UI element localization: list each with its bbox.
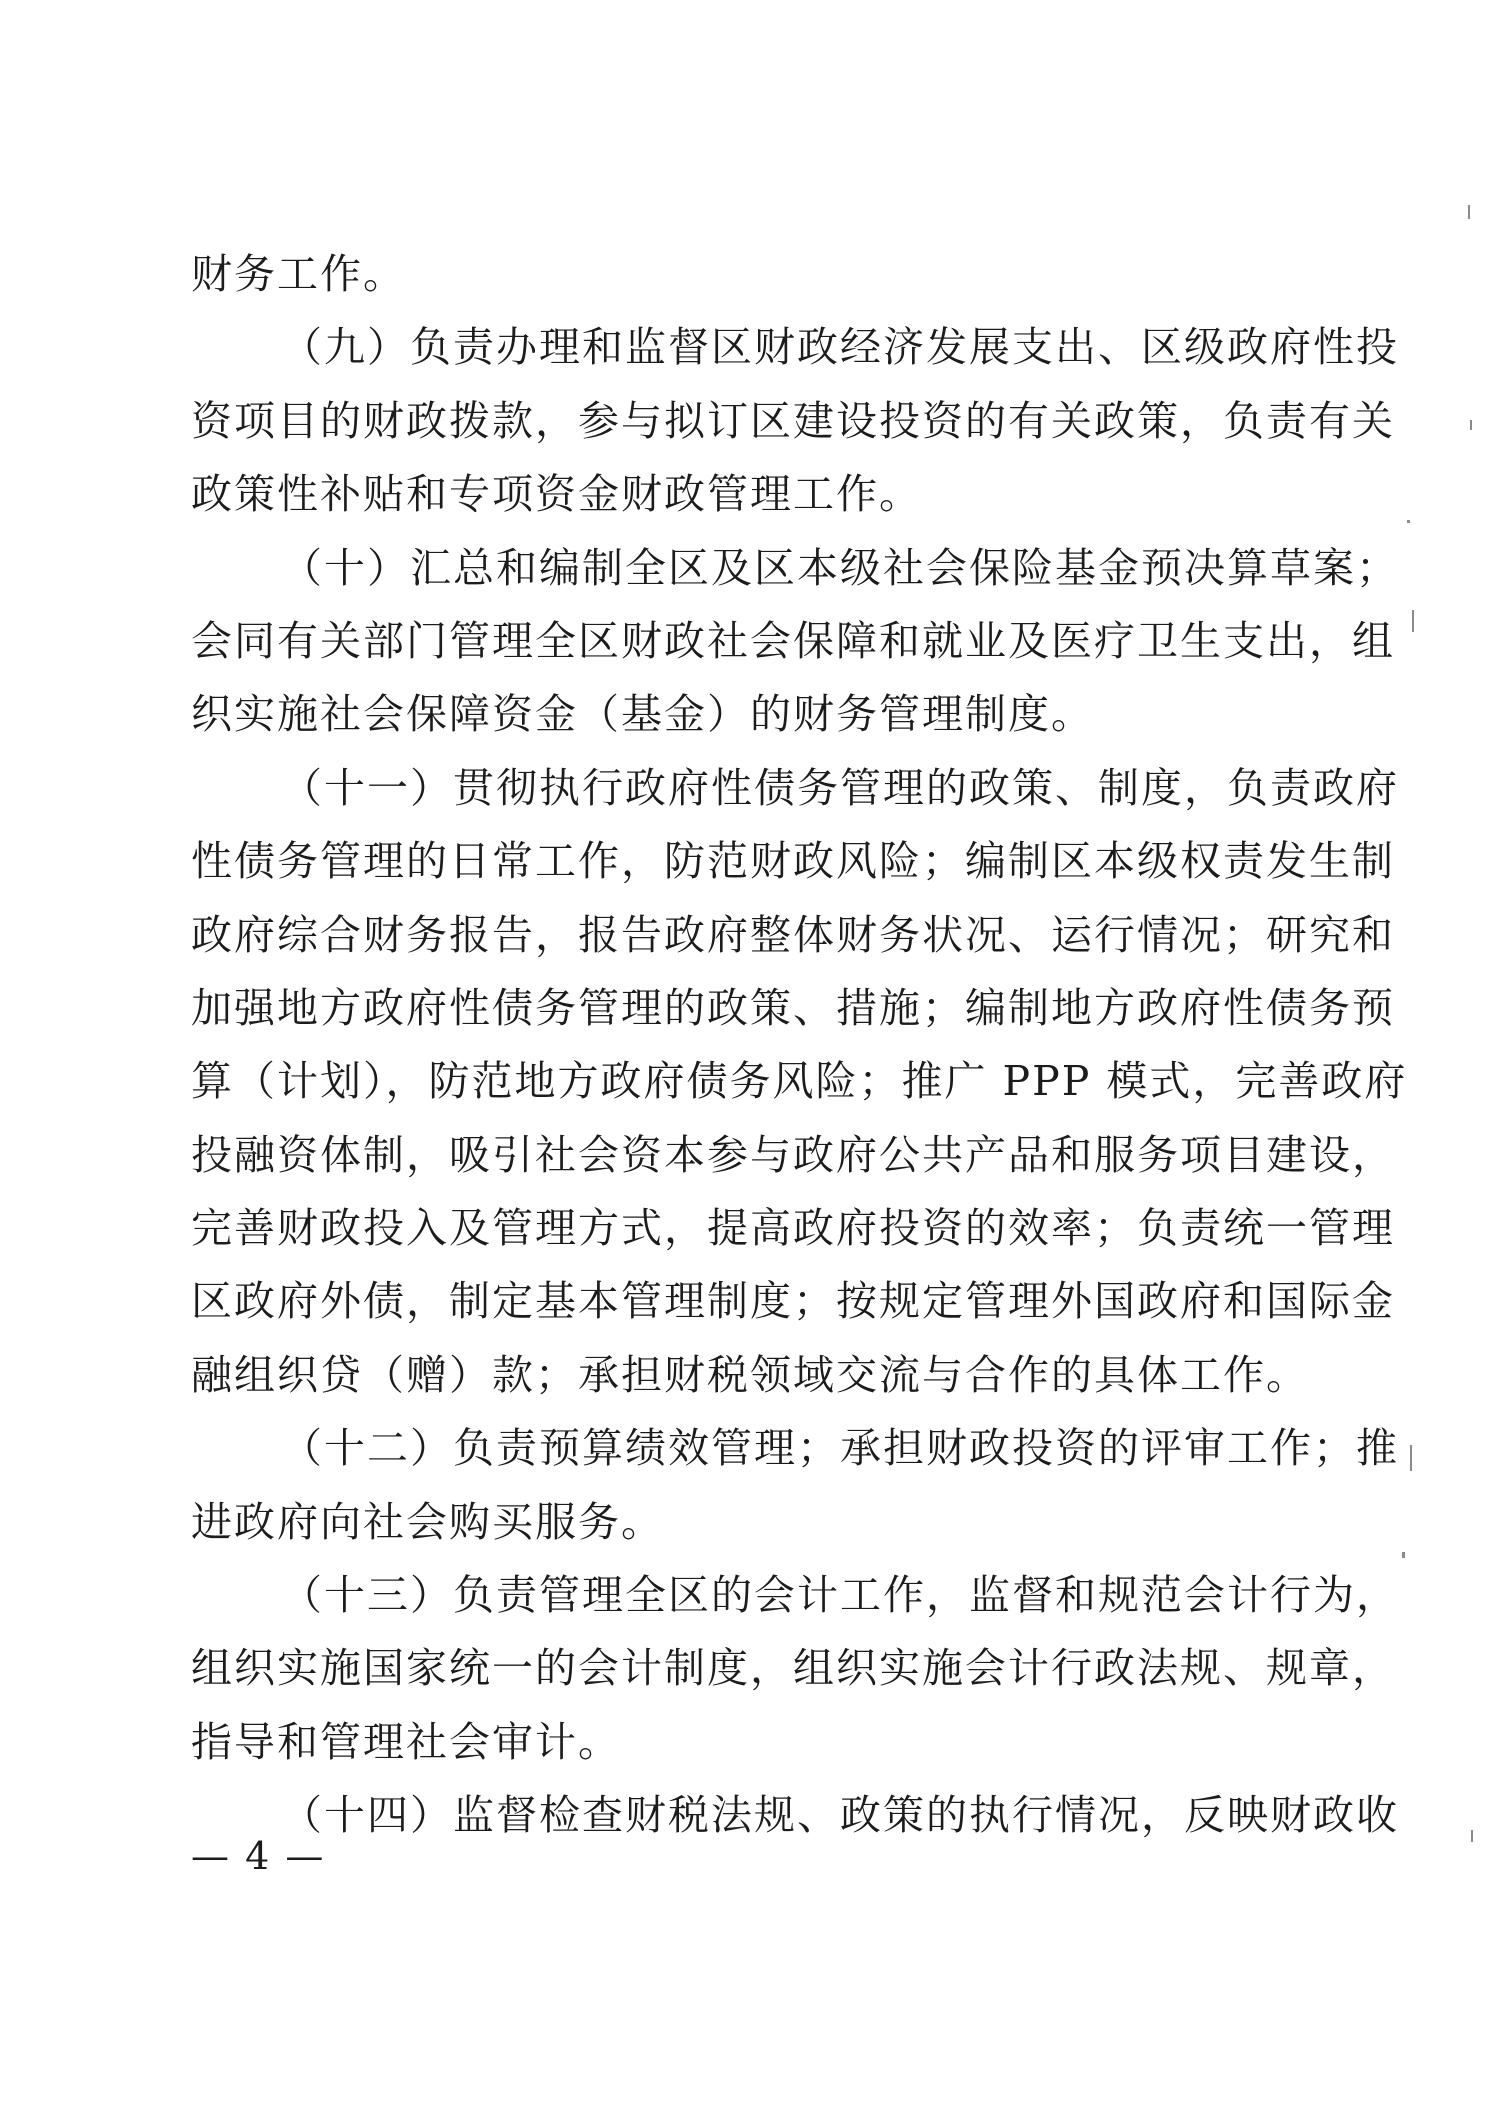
- paragraph-10-line: （十）汇总和编制全区及区本级社会保险基金预决算草案；: [281, 543, 1399, 592]
- paragraph-13-line: 组织实施国家统一的会计制度，组织实施会计行政法规、规章，: [191, 1644, 1395, 1693]
- scan-mark: [1471, 1830, 1473, 1842]
- paragraph-11-line: 加强地方政府性债务管理的政策、措施；编制地方政府性债务预: [191, 983, 1395, 1032]
- paragraph-12-line: 进政府向社会购买服务。: [191, 1497, 664, 1546]
- paragraph-13-line: （十三）负责管理全区的会计工作，监督和规范会计行为，: [281, 1571, 1399, 1620]
- paragraph-10-line: 会同有关部门管理全区财政社会保障和就业及医疗卫生支出，组: [191, 616, 1395, 665]
- scan-mark: [1410, 1445, 1412, 1471]
- paragraph-9-line: 资项目的财政拨款，参与拟订区建设投资的有关政策，负责有关: [191, 396, 1395, 445]
- paragraph-9-line: （九）负责办理和监督区财政经济发展支出、区级政府性投: [281, 323, 1399, 372]
- paragraph-11-line: 算（计划），防范地方政府债务风险；推广 PPP 模式，完善政府: [191, 1057, 1408, 1106]
- paragraph-11-line: 性债务管理的日常工作，防范财政风险；编制区本级权责发生制: [191, 837, 1395, 886]
- scan-mark: [1470, 420, 1472, 430]
- page-number: — 4 —: [191, 1834, 326, 1878]
- text-line: 财务工作。: [191, 250, 406, 298]
- paragraph-10-line: 织实施社会保障资金（基金）的财务管理制度。: [191, 690, 1094, 739]
- paragraph-11-line: 政府综合财务报告，报告政府整体财务状况、运行情况；研究和: [191, 910, 1395, 959]
- paragraph-11-line: 区政府外债，制定基本管理制度；按规定管理外国政府和国际金: [191, 1277, 1395, 1326]
- paragraph-9-line: 政策性补贴和专项资金财政管理工作。: [191, 470, 922, 519]
- scan-mark: [1402, 1552, 1405, 1558]
- paragraph-13-line: 指导和管理社会审计。: [191, 1717, 621, 1766]
- paragraph-11-line: （十一）贯彻执行政府性债务管理的政策、制度，负责政府: [281, 763, 1399, 812]
- paragraph-14-line: （十四）监督检查财税法规、政策的执行情况，反映财政收: [281, 1791, 1399, 1840]
- paragraph-11-line: 融组织贷（赠）款；承担财税领域交流与合作的具体工作。: [191, 1350, 1309, 1399]
- scan-mark: [1412, 610, 1414, 632]
- body-text: [191, 238, 1408, 1853]
- paragraph-11-line: 完善财政投入及管理方式，提高政府投资的效率；负责统一管理: [191, 1204, 1395, 1253]
- paragraph-12-line: （十二）负责预算绩效管理；承担财政投资的评审工作；推: [281, 1424, 1399, 1473]
- scan-mark: [1468, 205, 1470, 219]
- paragraph-11-line: 投融资体制，吸引社会资本参与政府公共产品和服务项目建设，: [191, 1130, 1395, 1179]
- scan-mark: [1407, 520, 1410, 523]
